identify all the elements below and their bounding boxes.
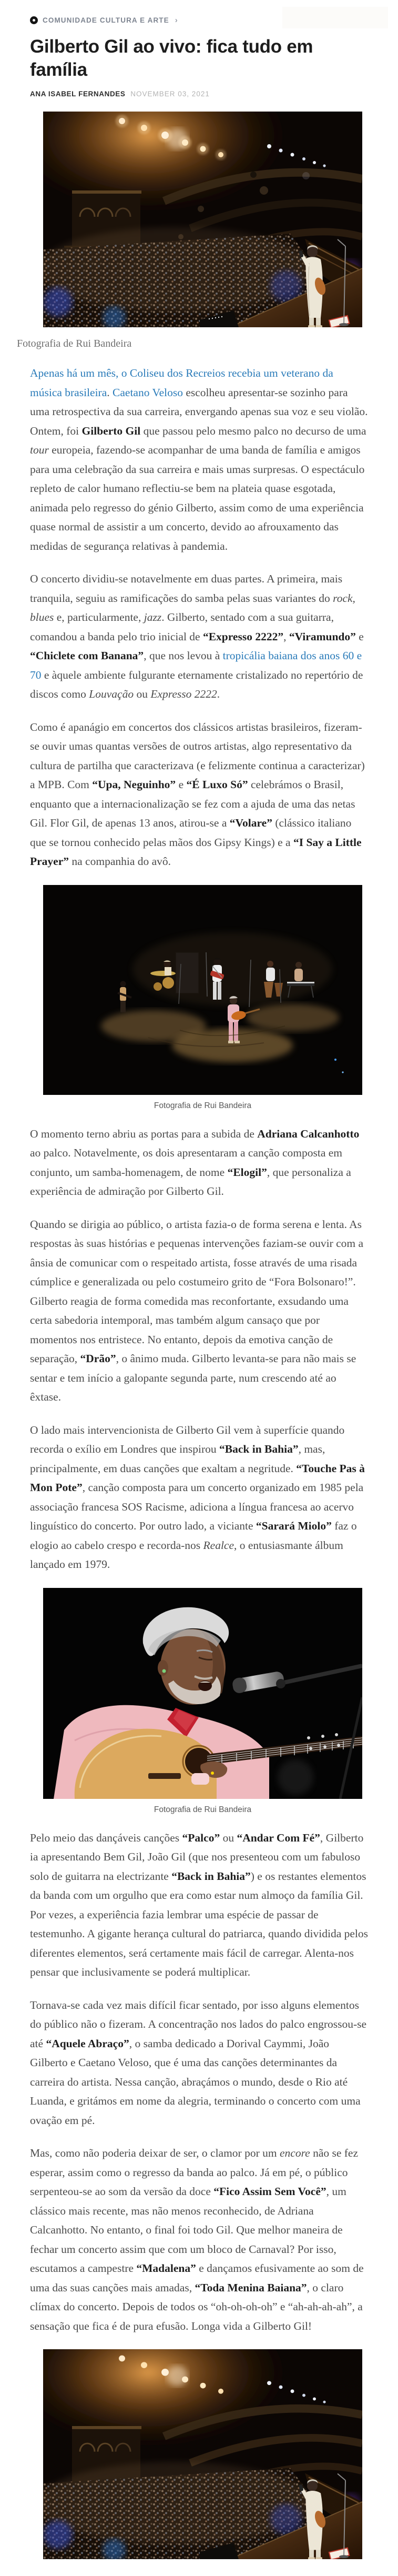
bold-song-title: Gilberto Gil	[81, 424, 141, 437]
inline-link[interactable]: tropicália baiana dos anos 60 e 70	[30, 649, 362, 681]
bold-song-title: “Sarará Miolo”	[256, 1520, 332, 1532]
inline-link[interactable]: Caetano Veloso	[113, 386, 183, 399]
italic-text: Expresso 2222	[150, 688, 217, 700]
bold-song-title: “Madalena”	[136, 2262, 196, 2275]
bold-song-title: “Fico Assim Sem Você”	[213, 2185, 326, 2198]
bold-song-title: “I Say a Little Prayer”	[30, 836, 362, 868]
article-figure-3	[43, 1588, 362, 1815]
italic-text: Realce	[203, 1538, 234, 1552]
italic-text: rock, blues	[30, 591, 355, 623]
italic-text: jazz	[144, 611, 162, 623]
byline	[30, 90, 368, 98]
photo-band-on-dark-stage	[43, 885, 362, 1095]
article-figure-1	[43, 112, 362, 327]
bold-song-title: “Expresso 2222”	[202, 630, 284, 643]
bold-song-title: “Volare”	[229, 817, 272, 829]
italic-text: Louvação	[89, 688, 134, 700]
paragraph-5: Quando se dirigia ao público, o artista fazia-o de forma serena e lenta. As respostas às suas histórias e pequenas intervenções faziam-se ouvir com a ânsia de comunicar com o respeitado artista, fosse através de uma risada cúmplice e generalizada ou pelo costumeiro grito de “Fora Bolsonaro!”. Gilberto reagia de forma comedida mas reconfortante, exsudando uma certa sabedoria intemporal, mas também algum cansaço que por momentos nos entristece. No entanto, depois da emotiva canção de separação, “Drão”, o ânimo muda. Gilberto levanta-se para não mais se sentar e tem início a galopante segunda parte, num crescendo até ao êxtase.	[30, 1217, 364, 1403]
inline-link[interactable]: Apenas há um mês, o Coliseu dos Recreios recebia um veterano da música brasileira	[30, 367, 333, 399]
photo-theater-audience-from-stage	[43, 112, 362, 327]
bold-song-title: “Drão”	[80, 1352, 116, 1365]
figure-caption: Fotografia de Rui Bandeira	[154, 1101, 252, 1110]
photo-credit: Fotografia de Rui Bandeira	[17, 338, 132, 349]
paragraph-7: Pelo meio das dançáveis canções “Palco” ou “Andar Com Fé”, Gilberto ia apresentando Bem Gil, João Gil (que nos presenteou com um fabuloso solo de guitarra na electrizante “Back in Bahia”) e os restantes elementos da banda com um orgulho que era como estar num almoço da família Gil. Por vezes, a experiência fazia lembrar uma espécie de passar de testemunho. A gigante herança cultural do patriarca, quando dividida pelos diferentes elementos, será certamente mais fácil de carregar. Alenta-nos pensar que inclusivamente se poderá multiplicar.	[30, 1831, 369, 1978]
bold-song-title: Adriana Calcanhotto	[257, 1127, 360, 1140]
bold-song-title: “Toda Menina Baiana”	[195, 2281, 307, 2294]
bold-song-title: “Andar Com Fé”	[237, 1831, 320, 1844]
italic-text: tour	[30, 444, 49, 456]
article-title: Gilberto Gil ao vivo: fica tudo em família	[30, 36, 313, 80]
paragraph-2: O concerto dividiu-se notavelmente em duas partes. A primeira, mais tranquila, seguiu as ramificações do samba pelas suas variantes do rock, blues e, particularmente, jazz. Gilberto, sentado com a sua guitarra, comandou a banda pelo trio inicial de “Expresso 2222”, “Viramundo” e “Chiclete com Banana”, que nos levou à tropicália baiana dos anos 60 e 70 e àquele ambiente fulgurante eternamente cristalizado no repertório de discos como Louvação ou Expresso 2222.	[30, 572, 364, 700]
bold-song-title: “É Luxo Só”	[186, 778, 248, 791]
bold-song-title: “Chiclete com Banana”	[30, 649, 144, 662]
bold-song-title: “Touche Pas à Mon Pote”	[30, 1462, 365, 1494]
italic-text: encore	[279, 2147, 310, 2159]
paragraph-8: Tornava-se cada vez mais difícil ficar sentado, por isso alguns elementos do público não o fizeram. A concentração nos lados do palco engrossou-se até “Aquele Abraço”, o samba dedicado a Dorival Caymmi, João Gilberto e Caetano Veloso, que é uma das canções determinantes da carreira do artista. Nessa canção, abraçámos o mundo, desde o Rio até Luanda, e gritámos em nome da alegria, terminando o concerto com uma ovação em pé.	[30, 1998, 367, 2127]
article-figure-2	[43, 885, 362, 1111]
bold-song-title: “Viramundo”	[289, 630, 356, 643]
bold-song-title: “Back in Bahia”	[219, 1443, 299, 1455]
bold-song-title: “Elogil”	[227, 1165, 267, 1179]
top-right-faint-panel	[282, 7, 388, 28]
article-figure-4	[43, 2349, 362, 2559]
chevron-right-icon[interactable]: ›	[175, 16, 178, 25]
paragraph-9: Mas, como não poderia deixar de ser, o clamor por um encore não se fez esperar, assim como o regresso da banda ao palco. Já em pé, o público serpenteou-se ao som da versão da doce “Fico Assim Sem Você”, um clássico mais recente, mas não menos reconhecido, de Adriana Calcanhotto. No entanto, o final foi todo Gil. Que melhor maneira de fechar um concerto assim que com um bloco de Carnaval? Por isso, escutamos a campestre “Madalena” e dançamos efusivamente ao som de uma das suas canções mais amadas, “Toda Menina Baiana”, o claro clímax do concerto. Depois de todos os “oh-oh-oh-oh” e “ah-ah-ah-ah”, a sensação que fica é de pura efusão. Longa vida a Gilberto Gil!	[30, 2147, 364, 2332]
bold-song-title: “Aquele Abraço”	[46, 2037, 129, 2050]
figure-caption: Fotografia de Rui Bandeira	[154, 1805, 252, 1814]
photo-theater-audience-finale	[43, 2349, 362, 2559]
bottom-spacer	[30, 2559, 368, 2576]
paragraph-1: Apenas há um mês, o Coliseu dos Recreios recebia um veterano da música brasileira. Caetano Veloso escolheu apresentar-se sozinho para uma retrospectiva da sua carreira, envergando apenas sua voz e seu violão. Ontem, foi Gilberto Gil que passou pelo mesmo palco no decurso de uma tour europeia, fazendo-se acompanhar de uma banda de família e amigos para uma celebração da sua carreira e mais umas surpresas. O espectáculo repleto de calor humano reflectiu-se bem na plateia quase esgotada, animada pelo regresso do génio Gilberto, assim como de uma experiência quase normal de assistir a um concerto, devido ao afrouxamento das medidas de segurança relativas à pandemia.	[30, 367, 368, 552]
paragraph-6: O lado mais intervencionista de Gilberto Gil vem à superfície quando recorda o exílio em Londres que inspirou “Back in Bahia”, mas, principalmente, em duas canções que exaltam a negritude. “Touche Pas à Mon Pote”, canção composta para um concerto organizado em 1985 pela associação francesa SOS Racisme, adiciona a língua francesa ao acervo linguístico do concerto. Por outro lado, a viciante “Sarará Miolo” faz o elogio ao cabelo crespo e recorda-nos Realce, o entusiasmante álbum lançado em 1979.	[30, 1423, 365, 1571]
paragraph-3: Como é apanágio em concertos dos clássicos artistas brasileiros, fizeram-se ouvir umas quantas versões de outros artistas, algo representativo da cultura de partilha que caracterizava (e felizmente continua a caracterizar) a MPB. Com “Upa, Neguinho” e “É Luxo Só” celebrámos o Brasil, enquanto que a internacionalização se fez com a ajuda de uma das netas Gil. Flor Gil, de apenas 13 anos, atirou-se a “Volare” (clássico italiano que se tornou conhecido pelas mãos dos Gipsy Kings) e a “I Say a Little Prayer” na companhia do avô.	[30, 720, 365, 868]
bold-song-title: “Palco”	[182, 1831, 220, 1844]
paragraph-4: O momento terno abriu as portas para a subida de Adriana Calcanhotto ao palco. Notavelmente, os dois apresentaram a canção composta em conjunto, um samba-homenagem, de nome “Elogil”, que personaliza a experiência de admiração por Gilberto Gil.	[30, 1127, 360, 1198]
publication-logo-ring-icon[interactable]	[30, 16, 38, 24]
photo-gilberto-gil-closeup	[43, 1588, 362, 1799]
author-name[interactable]: ANA ISABEL FERNANDES	[30, 90, 126, 98]
bold-song-title: “Upa, Neguinho”	[92, 778, 176, 791]
bold-song-title: “Back in Bahia”	[171, 1869, 251, 1883]
publication-name[interactable]: COMUNIDADE CULTURA E ARTE	[43, 16, 169, 24]
publish-date: NOVEMBER 03, 2021	[130, 90, 210, 98]
